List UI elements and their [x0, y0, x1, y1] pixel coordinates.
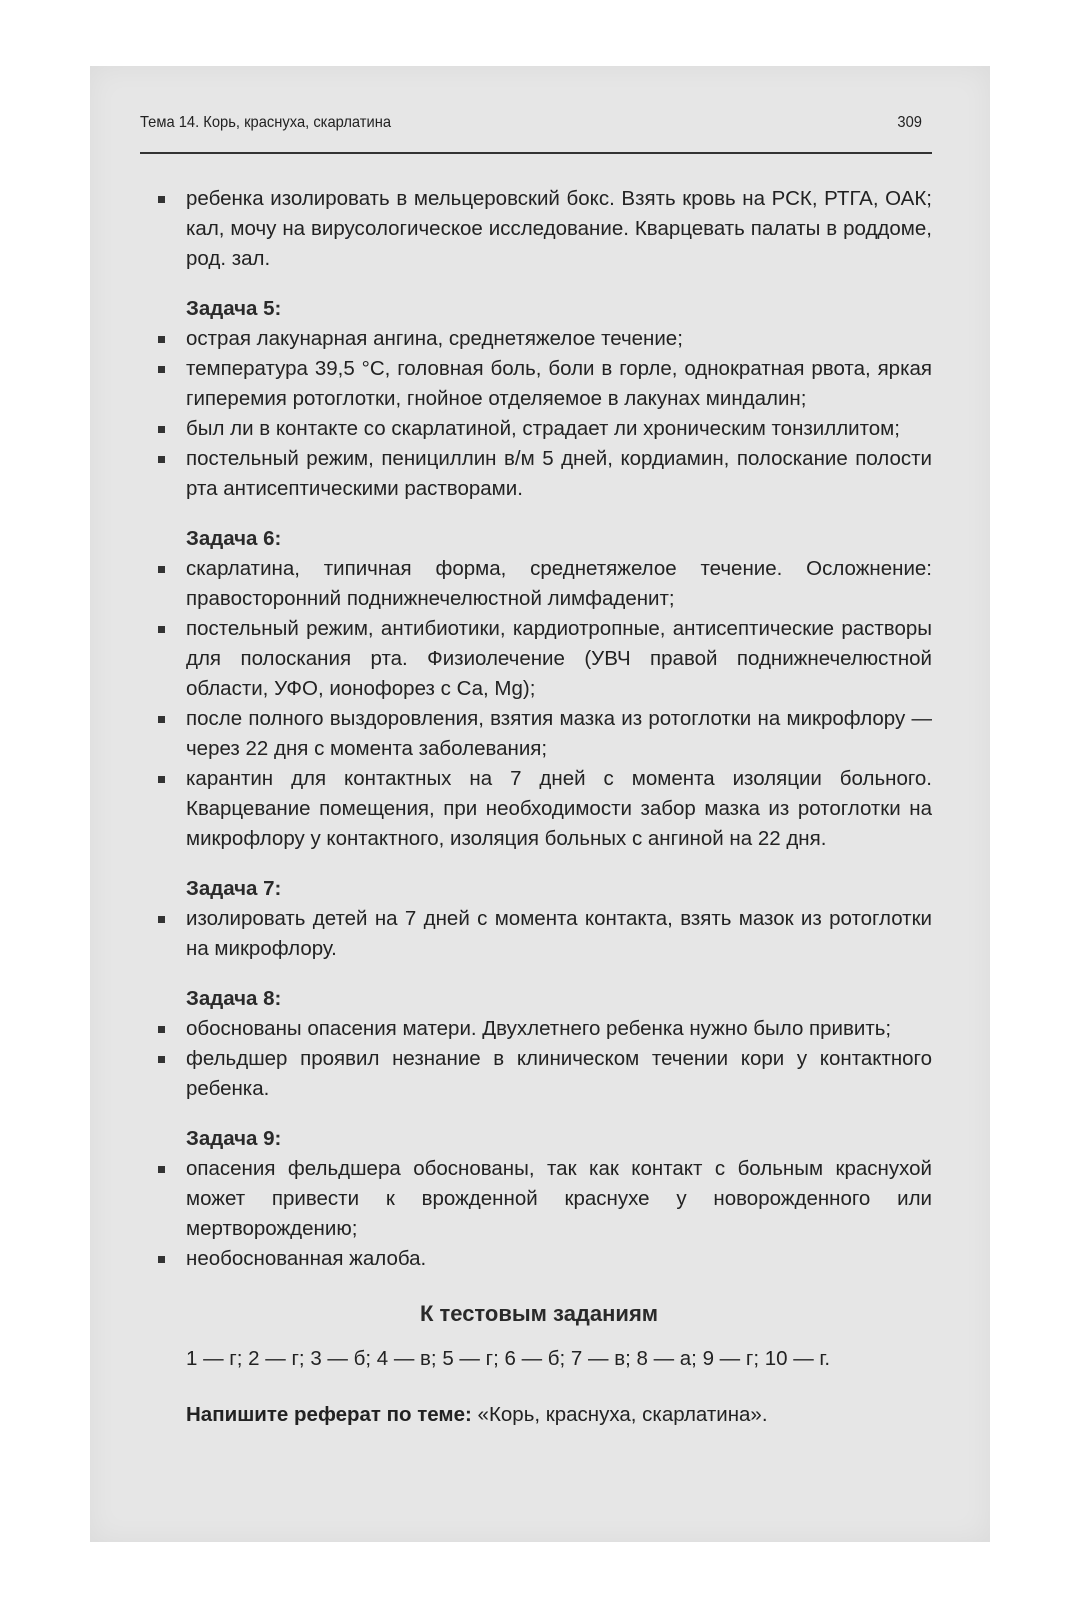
bullet-icon [158, 716, 165, 723]
list-item-text: ребенка изолировать в мельцеровский бокс. Взять кровь на РСК, РТГА, ОАК; кал, мочу на вирусологическое исследование. Кварцевать палаты в роддоме, род. зал. [186, 187, 932, 270]
bullet-icon [158, 626, 165, 633]
bullet-icon [158, 336, 165, 343]
task-5 [146, 294, 932, 504]
page-number: 309 [897, 114, 922, 131]
task-heading: Задача 6: [186, 527, 282, 550]
bullet-icon [158, 426, 165, 433]
list-item-text: карантин для контактных на 7 дней с момента изоляции больного. Кварцевание помещения, при необходимости забор мазка из ротоглотки на микрофлору у контактного, изоляция больных с ангиной на 22 дня. [186, 767, 932, 850]
list-item-text: после полного выздоровления, взятия мазка из ротоглотки на микрофлору — через 22 дня с момента заболевания; [186, 707, 932, 760]
list-item [146, 704, 932, 764]
essay-topic: «Корь, краснуха, скарлатина». [477, 1403, 768, 1426]
list-item [146, 764, 932, 854]
list-item-text: опасения фельдшера обоснованы, так как контакт с больным краснухой может привести к врожденной краснухе у новорожденного или мертворождению; [186, 1157, 932, 1240]
list-item-text: постельный режим, пенициллин в/м 5 дней, кордиамин, полоскание полости рта антисептическими растворами. [186, 447, 932, 500]
list-item-text: необоснованная жалоба. [186, 1247, 427, 1270]
book-page [90, 66, 990, 1542]
essay-assignment [186, 1400, 932, 1430]
running-head [140, 114, 922, 138]
task-heading: Задача 7: [186, 877, 282, 900]
task-answer-list [146, 1014, 932, 1104]
bullet-icon [158, 1026, 165, 1033]
list-item [146, 354, 932, 414]
task-answer-list [146, 904, 932, 964]
list-item-text: температура 39,5 °С, головная боль, боли в горле, однократная рвота, яркая гиперемия ротоглотки, гнойное отделяемое в лакунах миндалин; [186, 357, 932, 410]
bullet-icon [158, 1166, 165, 1173]
list-item-text: фельдшер проявил незнание в клиническом течении кори у контактного ребенка. [186, 1047, 932, 1100]
section-title: К тестовым заданиям [419, 1301, 659, 1326]
task-9 [146, 1124, 932, 1274]
task-8 [146, 984, 932, 1104]
list-item-text: обоснованы опасения матери. Двухлетнего ребенка нужно было привить; [186, 1017, 892, 1040]
header-rule [140, 152, 932, 154]
test-answer-key: 1 — г; 2 — г; 3 — б; 4 — в; 5 — г; 6 — б; 7 — в; 8 — а; 9 — г; 10 — г. [186, 1347, 831, 1370]
task-answer-list [146, 324, 932, 504]
list-item-text: был ли в контакте со скарлатиной, страдает ли хроническим тонзиллитом; [186, 417, 900, 440]
bullet-icon [158, 776, 165, 783]
task-answer-list [146, 1154, 932, 1274]
list-item [146, 614, 932, 704]
bullet-icon [158, 366, 165, 373]
bullet-icon [158, 1056, 165, 1063]
list-item-text: изолировать детей на 7 дней с момента контакта, взять мазок из ротоглотки на микрофлору. [186, 907, 932, 960]
task-heading: Задача 5: [186, 297, 282, 320]
bullet-icon [158, 456, 165, 463]
continuation-list [146, 184, 932, 274]
task-heading: Задача 9: [186, 1127, 282, 1150]
list-item [146, 1044, 932, 1104]
list-item [146, 184, 932, 274]
list-item [146, 1244, 932, 1274]
list-item [146, 444, 932, 504]
task-answer-list [146, 554, 932, 854]
task-7 [146, 874, 932, 964]
list-item [146, 904, 932, 964]
list-item-text: постельный режим, антибиотики, кардиотропные, антисептические растворы для полоскания рта. Физиолечение (УВЧ правой поднижнечелюстной области, УФО, ионофорез с Са, Mg); [186, 617, 932, 700]
list-item [146, 554, 932, 614]
list-item [146, 414, 932, 444]
bullet-icon [158, 566, 165, 573]
list-item [146, 1154, 932, 1244]
list-item-text: острая лакунарная ангина, среднетяжелое течение; [186, 327, 683, 350]
task-heading: Задача 8: [186, 987, 282, 1010]
list-item [146, 324, 932, 354]
page-content [146, 184, 932, 1430]
list-item-text: скарлатина, типичная форма, среднетяжелое течение. Осложнение: правосторонний поднижнечелюстной лимфаденит; [186, 557, 932, 610]
bullet-icon [158, 916, 165, 923]
bullet-icon [158, 196, 165, 203]
bullet-icon [158, 1256, 165, 1263]
running-head-title: Тема 14. Корь, краснуха, скарлатина [140, 114, 392, 131]
list-item [146, 1014, 932, 1044]
task-6 [146, 524, 932, 854]
essay-label: Напишите реферат по теме: [186, 1403, 472, 1426]
